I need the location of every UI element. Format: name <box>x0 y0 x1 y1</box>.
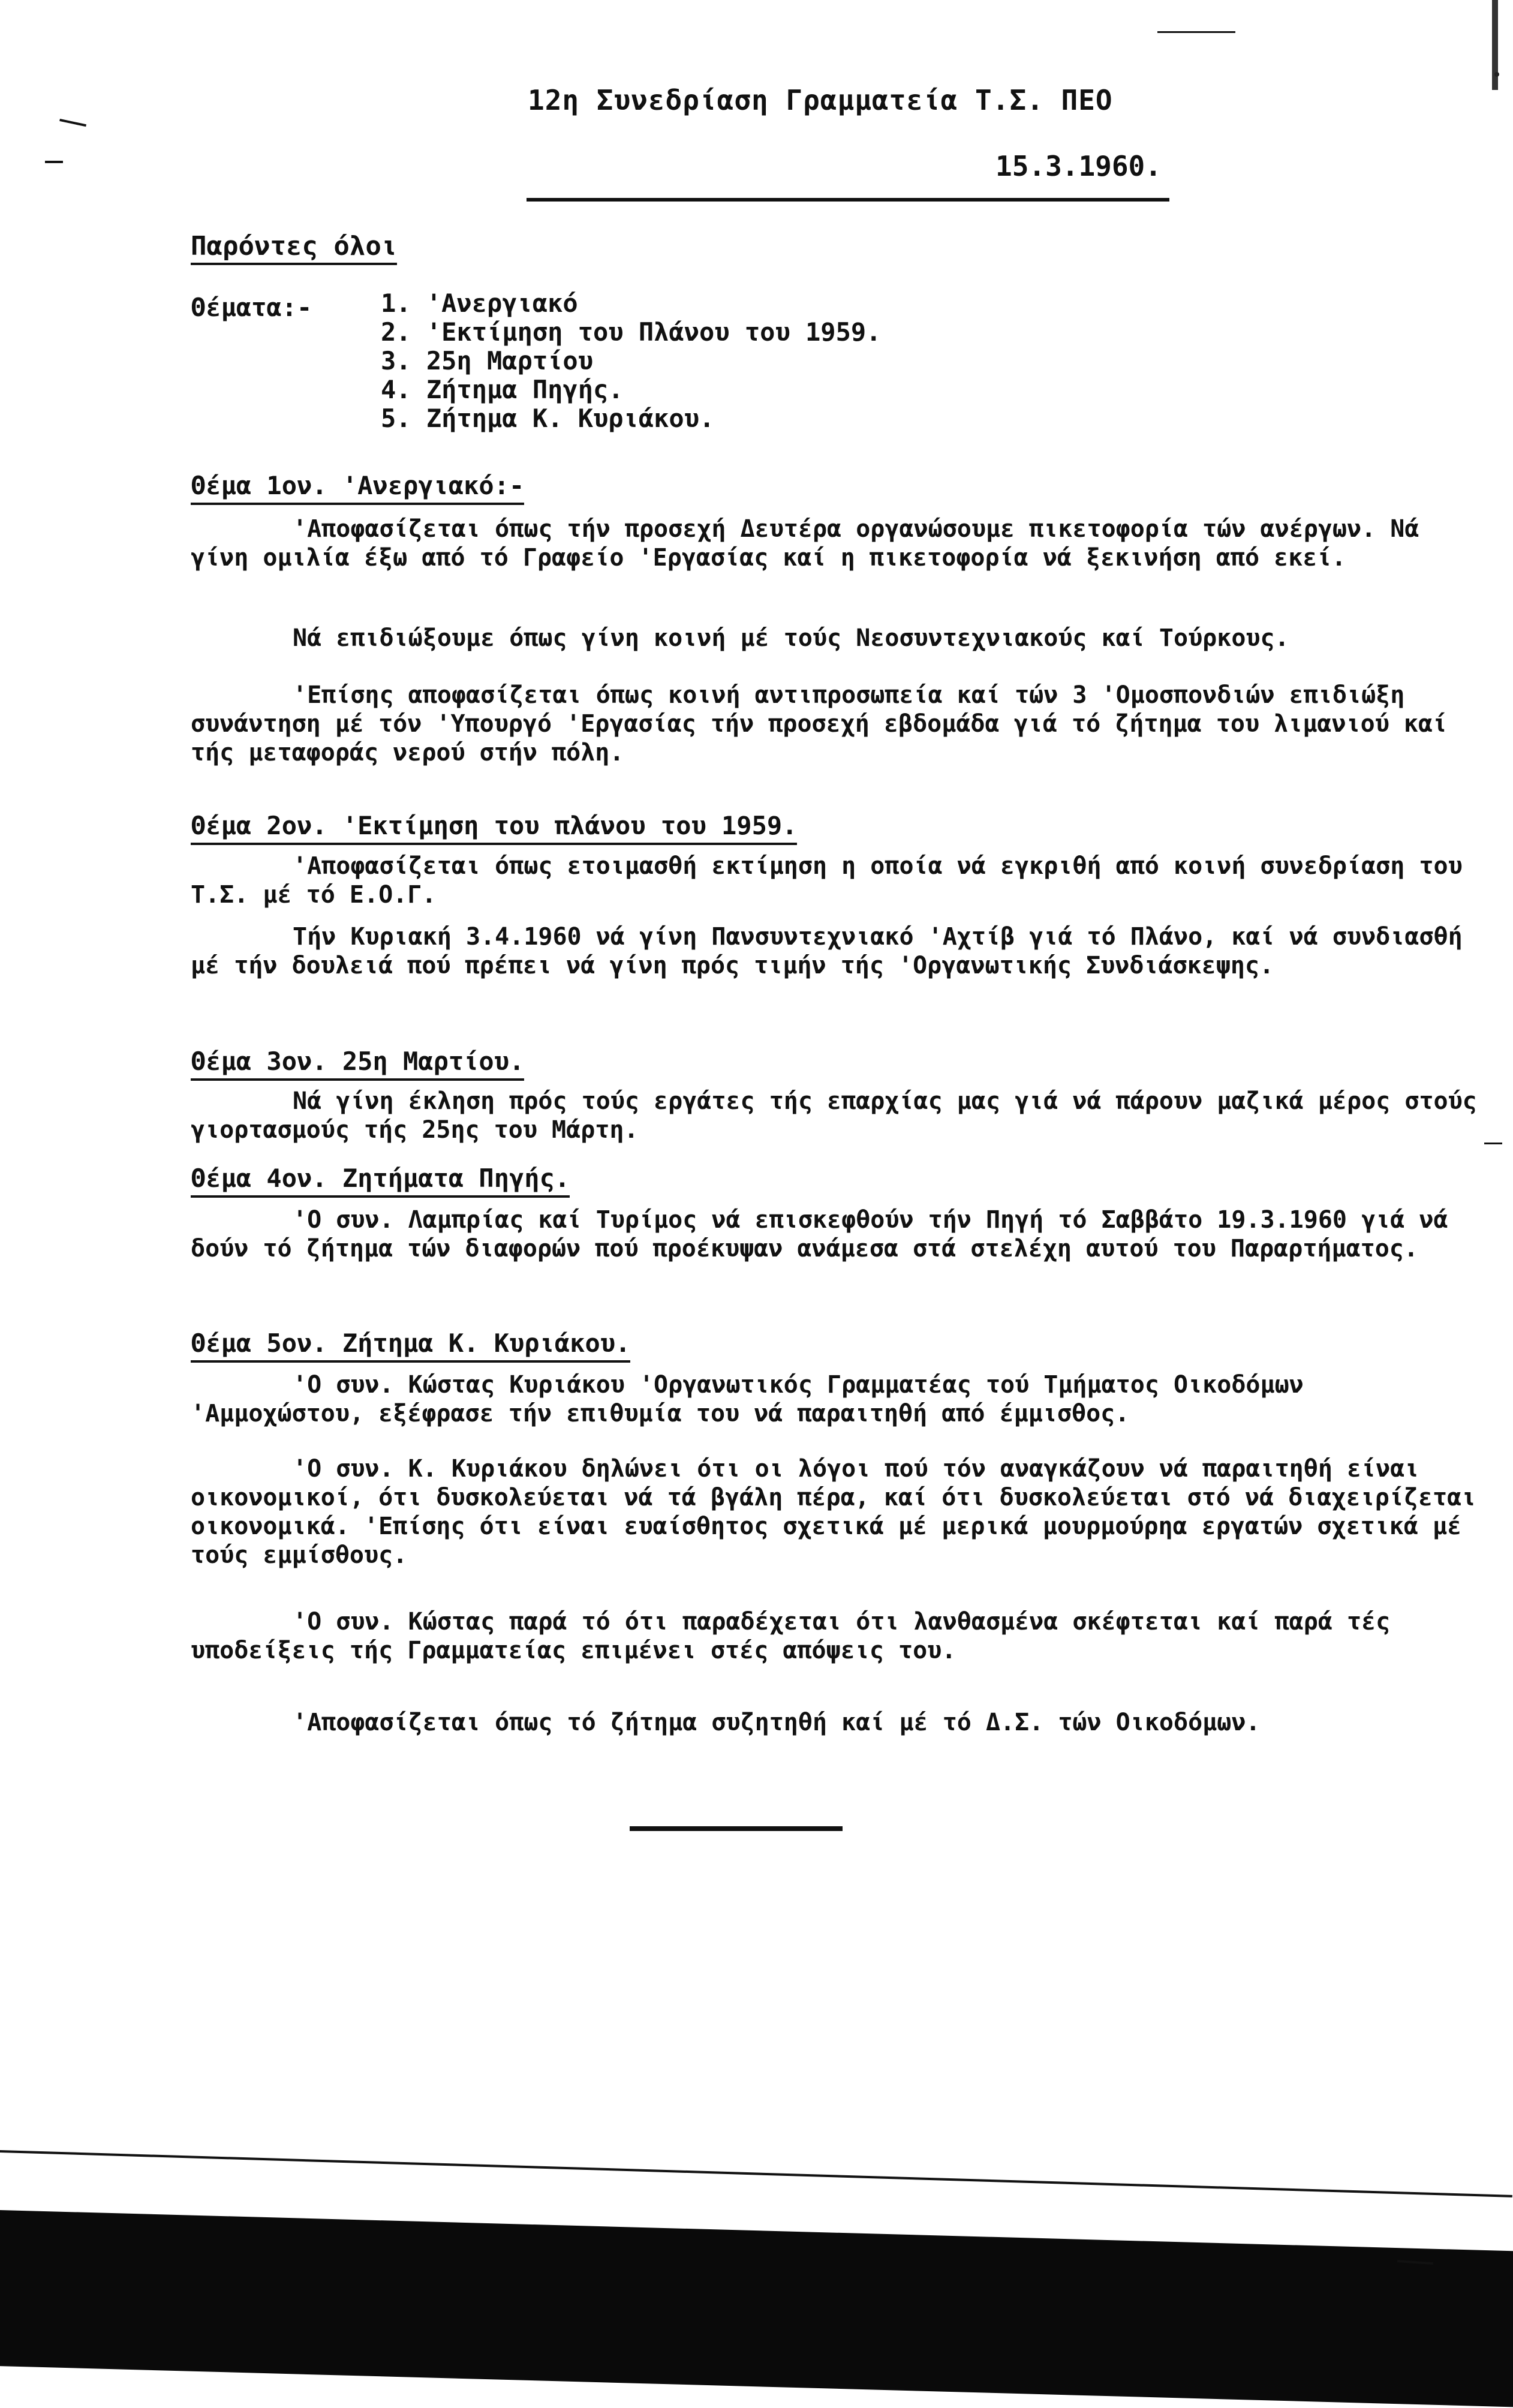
page-edge-line <box>0 2150 1512 2197</box>
topic-item: 5. Ζήτημα Κ. Κυριάκου. <box>381 404 715 433</box>
document-title: 12η Συνεδρίαση Γραμματεία Τ.Σ. ΠΕΟ <box>528 84 1113 116</box>
scan-mark <box>1484 1143 1502 1144</box>
section-paragraph: 'Αποφασίζεται όπως ετοιμασθή εκτίμηση η οποία νά εγκριθή από κοινή συνεδρίαση του Τ.Σ. μέ τό Ε.Ο.Γ. <box>191 852 1477 909</box>
topics-list <box>381 289 881 433</box>
scan-mark <box>59 119 86 127</box>
section-paragraph: 'Επίσης αποφασίζεται όπως κοινή αντιπροσωπεία καί τών 3 'Ομοσπονδιών επιδιώξη συνάντηση μέ τόν 'Υπουργό 'Εργασίας τήν προσεχή εβδομάδα γιά τό ζήτημα του λιμανιού καί τής μεταφοράς νερού στήν πόλη. <box>191 681 1462 766</box>
scan-mark <box>1157 31 1235 33</box>
topics-label: Θέματα:- <box>191 293 312 322</box>
section-heading: Θέμα 1ον. 'Ανεργιακό:- <box>191 471 524 505</box>
section-paragraph: 'Ο συν. Κ. Κυριάκου δηλώνει ότι οι λόγοι πού τόν αναγκάζουν νά παραιτηθή είναι οικονομικοί, ότι δυσκολεύεται νά τά βγάλη πέρα, καί ότι δυσκολεύεται στό νά διαχειρίζεται οικονομικά. 'Επίσης ότι είναι ευαίσθητος σχετικά μέ μερικά μουρμούρηα εργατών σχετικά μέ τούς εμμίσθους. <box>191 1455 1491 1569</box>
section-paragraph: 'Ο συν. Κώστας Κυριάκου 'Οργανωτικός Γραμματέας τού Τμήματος Οικοδόμων 'Αμμοχώστου, εξέφρασε τήν επιθυμία του νά παραιτηθή από έμμισθος. <box>191 1371 1318 1427</box>
section-paragraph: Τήν Κυριακή 3.4.1960 νά γίνη Πανσυντεχνιακό 'Αχτίβ γιά τό Πλάνο, καί νά συνδιασθή μέ τήν δουλειά πού πρέπει νά γίνη πρός τιμήν τής 'Οργανωτικής Συνδιάσκεψης. <box>191 923 1477 979</box>
section-paragraph: 'Ο συν. Κώστας παρά τό ότι παραδέχεται ότι λανθασμένα σκέφτεται καί παρά τές υποδείξεις τής Γραμματείας επιμένει στές απόψεις του. <box>191 1608 1405 1664</box>
section-paragraph: 'Αποφασίζεται όπως τό ζήτημα συζητηθή καί μέ τό Δ.Σ. τών Οικοδόμων. <box>293 1709 1261 1736</box>
topic-item: 2. 'Εκτίμηση του Πλάνου του 1959. <box>381 317 882 347</box>
scan-mark <box>45 161 63 163</box>
closing-divider <box>630 1826 843 1831</box>
title-divider <box>527 198 1169 202</box>
document-date: 15.3.1960. <box>995 150 1162 182</box>
topic-item: 3. 25η Μαρτίου <box>381 346 594 375</box>
topic-item: 4. Ζήτημα Πηγής. <box>381 375 624 404</box>
section-heading: Θέμα 4ον. Ζητήματα Πηγής. <box>191 1164 570 1198</box>
section-paragraph: 'Αποφασίζεται όπως τήν προσεχή Δευτέρα οργανώσουμε πικετοφορία τών ανέργων. Νά γίνη ομιλία έξω από τό Γραφείο 'Εργασίας καί η πικετοφορία νά ξεκινήση από εκεί. <box>191 515 1434 572</box>
section-heading: Θέμα 5ον. Ζήτημα Κ. Κυριάκου. <box>191 1328 630 1363</box>
scan-mark <box>1494 72 1499 77</box>
section-paragraph: Νά επιδιώξουμε όπως γίνη κοινή μέ τούς Νεοσυντεχνιακούς καί Τούρκους. <box>293 624 1289 652</box>
section-paragraph: 'Ο συν. Λαμπρίας καί Τυρίμος νά επισκεφθούν τήν Πηγή τό Σαββάτο 19.3.1960 γιά νά δούν τό ζήτημα τών διαφορών πού προέκυψαν ανάμεσα στά στελέχη αυτού του Παραρτήματος. <box>191 1206 1463 1262</box>
section-heading: Θέμα 3ον. 25η Μαρτίου. <box>191 1047 524 1081</box>
topic-item: 1. 'Ανεργιακό <box>381 288 578 318</box>
page-edge-shadow <box>0 2210 1513 2408</box>
attendance-line: Παρόντες όλοι <box>191 231 397 265</box>
section-paragraph: Νά γίνη έκληση πρός τούς εργάτες τής επαρχίας μας γιά νά πάρουν μαζικά μέρος στούς γιορτασμούς τής 25ης του Μάρτη. <box>191 1087 1491 1144</box>
section-heading: Θέμα 2ον. 'Εκτίμηση του πλάνου του 1959. <box>191 811 797 845</box>
